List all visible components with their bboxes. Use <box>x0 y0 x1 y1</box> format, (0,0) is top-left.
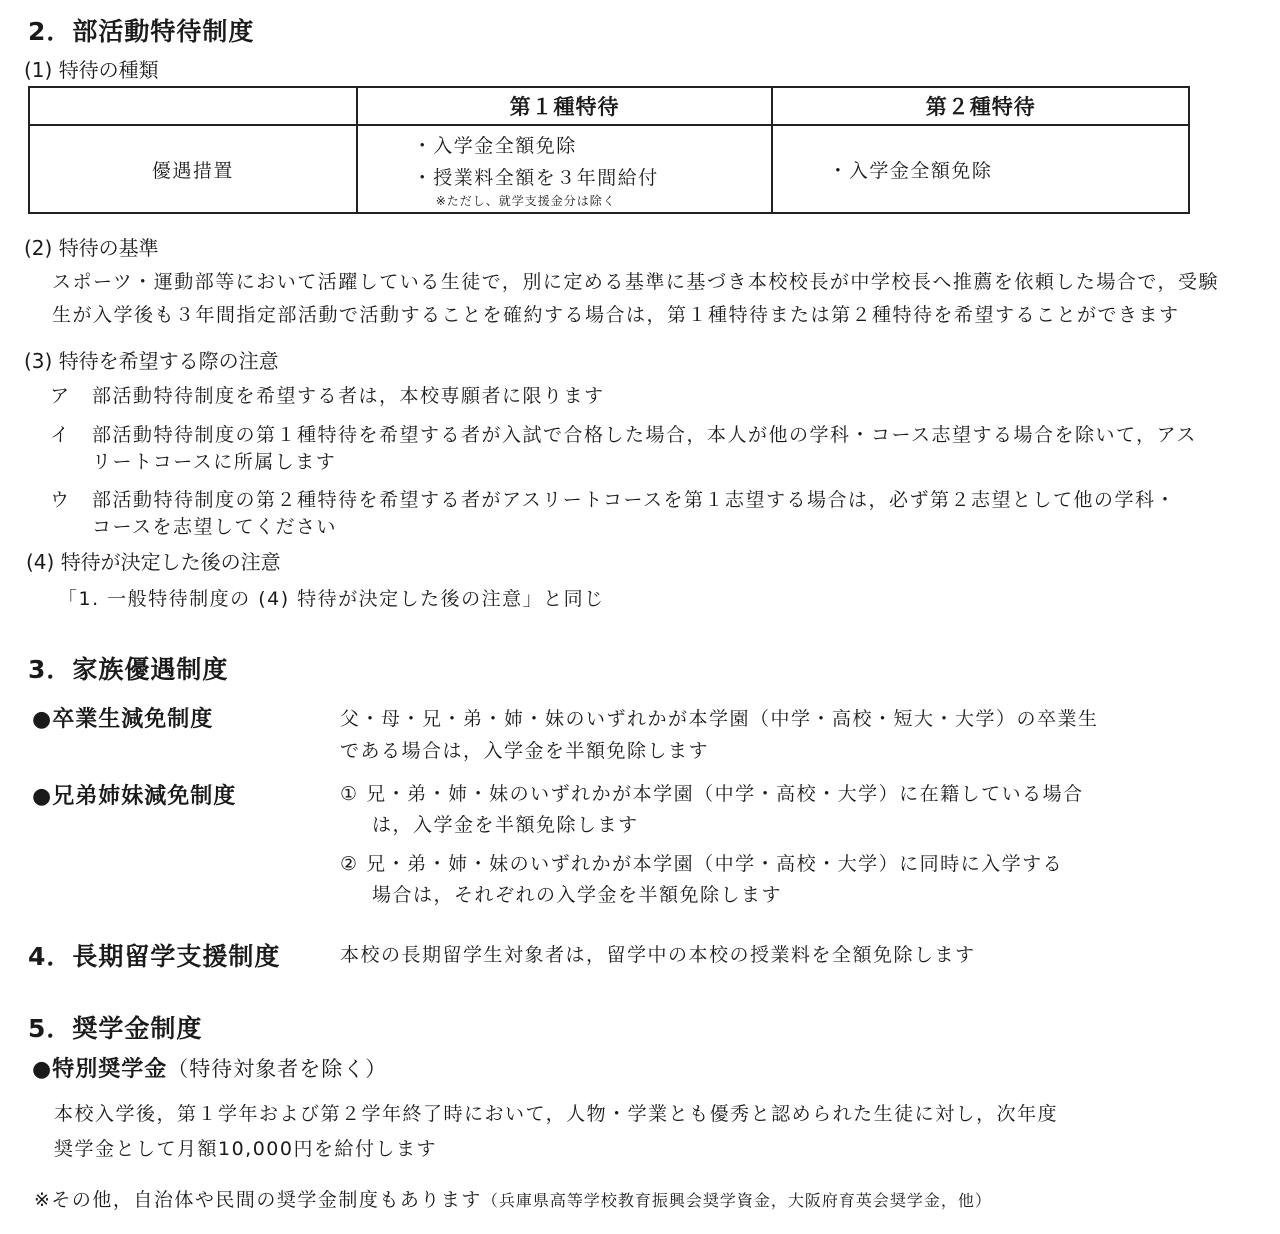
section-3-title: 3．家族優遇制度 <box>28 655 229 684</box>
sub-2-line: 生が入学後も３年間指定部活動で活動することを確約する場合は，第１種特待または第２種特待を希望することができます <box>52 304 1180 326</box>
item-line: 部活動特待制度の第２種特待を希望する者がアスリートコースを第１志望する場合は，必ず第２志望として他の学科・ <box>92 489 1177 511</box>
item-line: 部活動特待制度の第１種特待を希望する者が入試で合格した場合，本人が他の学科・コース志望する場合を除いて，アス <box>92 424 1197 446</box>
item-mark: イ <box>50 424 71 446</box>
special-types-table <box>28 86 1190 214</box>
sibling-item-line: は，入学金を半額免除します <box>372 814 639 836</box>
type1-note: ※ただし、就学支援金分は除く <box>435 194 616 208</box>
other-scholarships-note <box>34 1185 992 1212</box>
table-row <box>29 125 1189 213</box>
special-scholarship-heading <box>32 1052 387 1083</box>
item-line: 部活動特待制度を希望する者は，本校専願者に限ります <box>92 385 605 407</box>
sibling-reduction-title: ●兄弟姉妹減免制度 <box>32 784 237 809</box>
special-scholarship-paren: （特待対象者を除く） <box>167 1057 388 1081</box>
table-row-label: 優遇措置 <box>29 125 357 213</box>
section-4-title: 4．長期留学支援制度 <box>28 942 281 971</box>
sub-4-title: (4) 特待が決定した後の注意 <box>26 550 281 574</box>
item-mark: ア <box>50 385 71 407</box>
table-header-row <box>29 87 1189 125</box>
sub-2-line: スポーツ・運動部等において活躍している生徒で，別に定める基準に基づき本校校長が中学校長へ推薦を依頼した場合で，受験 <box>52 271 1219 293</box>
sub-1-title: (1) 特待の種類 <box>24 58 159 82</box>
table-cell-type2 <box>772 125 1189 213</box>
item-line: リートコースに所属します <box>92 451 337 473</box>
table-header-type2: 第２種特待 <box>772 87 1189 125</box>
other-scholarships-examples: （兵庫県高等学校教育振興会奨学資金，大阪府育英会奨学金，他） <box>481 1191 992 1210</box>
type1-item: ・入学金全額免除 <box>412 135 577 157</box>
section-5-title: 5．奨学金制度 <box>28 1014 203 1043</box>
special-scholarship-title: ●特別奨学金 <box>32 1057 168 1082</box>
graduate-reduction-line: である場合は，入学金を半額免除します <box>340 740 710 762</box>
sibling-item-line: 場合は，それぞれの入学金を半額免除します <box>372 884 783 906</box>
section-4-text: 本校の長期留学生対象者は，留学中の本校の授業料を全額免除します <box>340 944 976 966</box>
sub-2-title: (2) 特待の基準 <box>24 236 159 260</box>
table-header-type1: 第１種特待 <box>357 87 773 125</box>
item-line: コースを志望してください <box>92 516 338 538</box>
sibling-item-line: ② 兄・弟・姉・妹のいずれかが本学園（中学・高校・大学）に同時に入学する <box>340 853 1064 875</box>
sub-3-title: (3) 特待を希望する際の注意 <box>24 349 279 373</box>
type2-item: ・入学金全額免除 <box>828 159 993 182</box>
special-scholarship-line: 本校入学後，第１学年および第２学年終了時において，人物・学業とも優秀と認められた生徒に対し，次年度 <box>54 1103 1059 1125</box>
table-cell-type1 <box>357 125 773 213</box>
table-header-empty <box>29 87 357 125</box>
item-mark: ウ <box>50 489 71 511</box>
section-2-title: 2．部活動特待制度 <box>28 17 255 46</box>
type1-item: ・授業料全額を３年間給付 <box>412 167 659 189</box>
sub-4-text: 「1. 一般特待制度の (4) 特待が決定した後の注意」と同じ <box>58 588 605 610</box>
special-scholarship-line: 奨学金として月額10,000円を給付します <box>54 1138 437 1160</box>
graduate-reduction-line: 父・母・兄・弟・姉・妹のいずれかが本学園（中学・高校・短大・大学）の卒業生 <box>340 708 1099 730</box>
sibling-item-line: ① 兄・弟・姉・妹のいずれかが本学園（中学・高校・大学）に在籍している場合 <box>340 783 1084 805</box>
other-scholarships-main: ※その他，自治体や民間の奨学金制度もあります <box>34 1189 482 1211</box>
graduate-reduction-title: ●卒業生減免制度 <box>32 707 214 732</box>
